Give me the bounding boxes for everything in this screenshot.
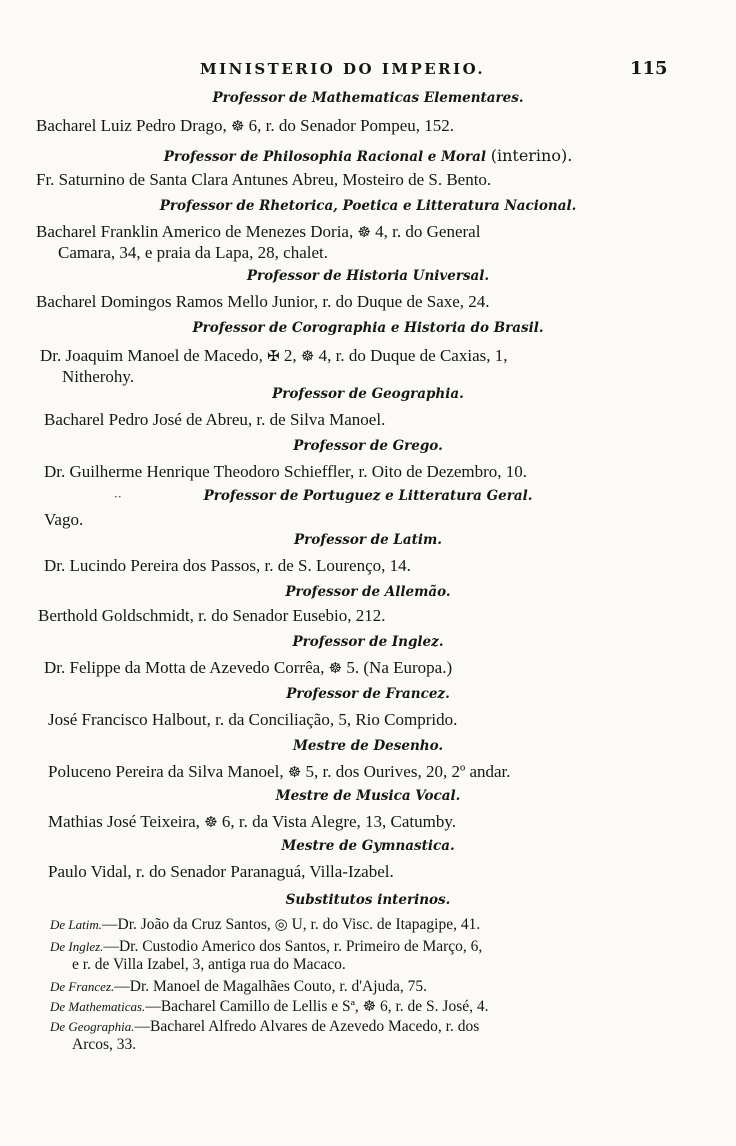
section-heading: Mestre de Desenho. [292,738,444,754]
entry: Bacharel Luiz Pedro Drago, ☸ 6, r. do Senador Pompeu, 152. [36,116,455,135]
entry: Bacharel Pedro José de Abreu, r. de Silva Manoel. [44,410,386,429]
entry-continuation: Nitherohy. [62,367,135,386]
section-heading: Mestre de Gymnastica. [281,838,455,854]
commander-insignia-icon: ☸ [357,225,371,241]
cross-insignia-icon: ✠ [267,349,280,365]
entry: Dr. Felippe da Motta de Azevedo Corrêa, ☸ 5. (Na Europa.) [44,658,453,677]
running-title: MINISTERIO DO IMPERIO. [200,60,486,78]
stray-mark: ·· [114,490,122,504]
substitute-entry: De Latim.—Dr. João da Cruz Santos, ◎ U, r. do Visc. de Itapagipe, 41. [50,916,481,933]
entry: Dr. Joaquim Manoel de Macedo, ✠ 2, ☸ 4, r. do Duque de Caxias, 1, Nitherohy. [40,346,508,386]
section-heading: Professor de Latim. [294,532,442,548]
commander-insignia-icon: ☸ [300,349,315,365]
entry: Dr. Lucindo Pereira dos Passos, r. de S. Lourenço, 14. [44,556,411,575]
entry-continuation: e r. de Villa Izabel, 3, antiga rua do Macaco. [72,956,346,973]
section-heading: Substitutos interinos. [285,892,451,908]
entry: Paulo Vidal, r. do Senador Paranaguá, Villa-Izabel. [48,862,394,881]
entry: Dr. Guilherme Henrique Theodoro Schieffler, r. Oito de Dezembro, 10. [44,462,528,481]
substitute-label: De Latim. [50,917,102,932]
substitute-label: De Mathematicas. [50,999,146,1014]
section-heading: Professor de Rhetorica, Poetica e Litteratura Nacional. [159,198,577,214]
substitute-label: De Inglez. [50,939,104,954]
substitute-entry: De Inglez.—Dr. Custodio Americo dos Santos, r. Primeiro de Março, 6, e r. de Villa Izabel, 3, antiga rua do Macaco. [50,938,483,973]
substitute-entry: De Mathematicas.—Bacharel Camillo de Lellis e Sª, ☸ 6, r. de S. José, 4. [50,998,489,1015]
entry: Bacharel Domingos Ramos Mello Junior, r. do Duque de Saxe, 24. [36,292,490,311]
substitute-label: De Geographia. [50,1019,135,1034]
entry-continuation: Arcos, 33. [72,1036,137,1053]
section-heading: Professor de Francez. [286,686,450,702]
entry: Berthold Goldschmidt, r. do Senador Eusebio, 212. [38,606,386,625]
entry: Vago. [44,510,84,529]
section-heading: Professor de Historia Universal. [246,268,490,284]
entry: José Francisco Halbout, r. da Conciliação, 5, Rio Comprido. [48,710,458,729]
entry-continuation: Camara, 34, e praia da Lapa, 28, chalet. [58,243,328,262]
section-heading: Mestre de Musica Vocal. [275,788,461,804]
page-header [0,58,736,84]
commander-insignia-icon: ☸ [230,119,245,135]
substitute-entry: De Geographia.—Bacharel Alfredo Alvares de Azevedo Macedo, r. dos Arcos, 33. [50,1018,480,1053]
substitute-label: De Francez. [50,979,115,994]
section-heading: Professor de Geographia. [272,386,464,402]
section-heading: Professor de Corographia e Historia do Brasil. [192,320,544,336]
entry: Fr. Saturnino de Santa Clara Antunes Abreu, Mosteiro de S. Bento. [36,170,492,189]
entry: Bacharel Franklin Americo de Menezes Doria, ☸ 4, r. do General Camara, 34, e praia da Lapa, 28, chalet. [36,222,481,262]
rose-insignia-icon: ◎ [274,917,288,933]
section-heading: Professor de Grego. [293,438,443,454]
entry: Poluceno Pereira da Silva Manoel, ☸ 5, r. dos Ourives, 20, 2º andar. [48,762,511,781]
entry: Mathias José Teixeira, ☸ 6, r. da Vista Alegre, 13, Catumby. [48,812,457,831]
commander-insignia-icon: ☸ [287,765,302,781]
section-heading: Professor de Mathematicas Elementares. [212,90,524,106]
page-number: 115 [630,58,668,79]
section-heading: Professor de Philosophia Racional e Moral (interino). [163,146,573,165]
commander-insignia-icon: ☸ [328,661,343,677]
section-heading: Professor de Portuguez e Litteratura Geral. [203,488,533,504]
commander-insignia-icon: ☸ [204,815,218,831]
substitute-entry: De Francez.—Dr. Manoel de Magalhães Couto, r. d'Ajuda, 75. [50,978,428,995]
commander-insignia-icon: ☸ [362,999,377,1015]
section-heading: Professor de Inglez. [292,634,444,650]
section-heading: Professor de Allemão. [285,584,451,600]
